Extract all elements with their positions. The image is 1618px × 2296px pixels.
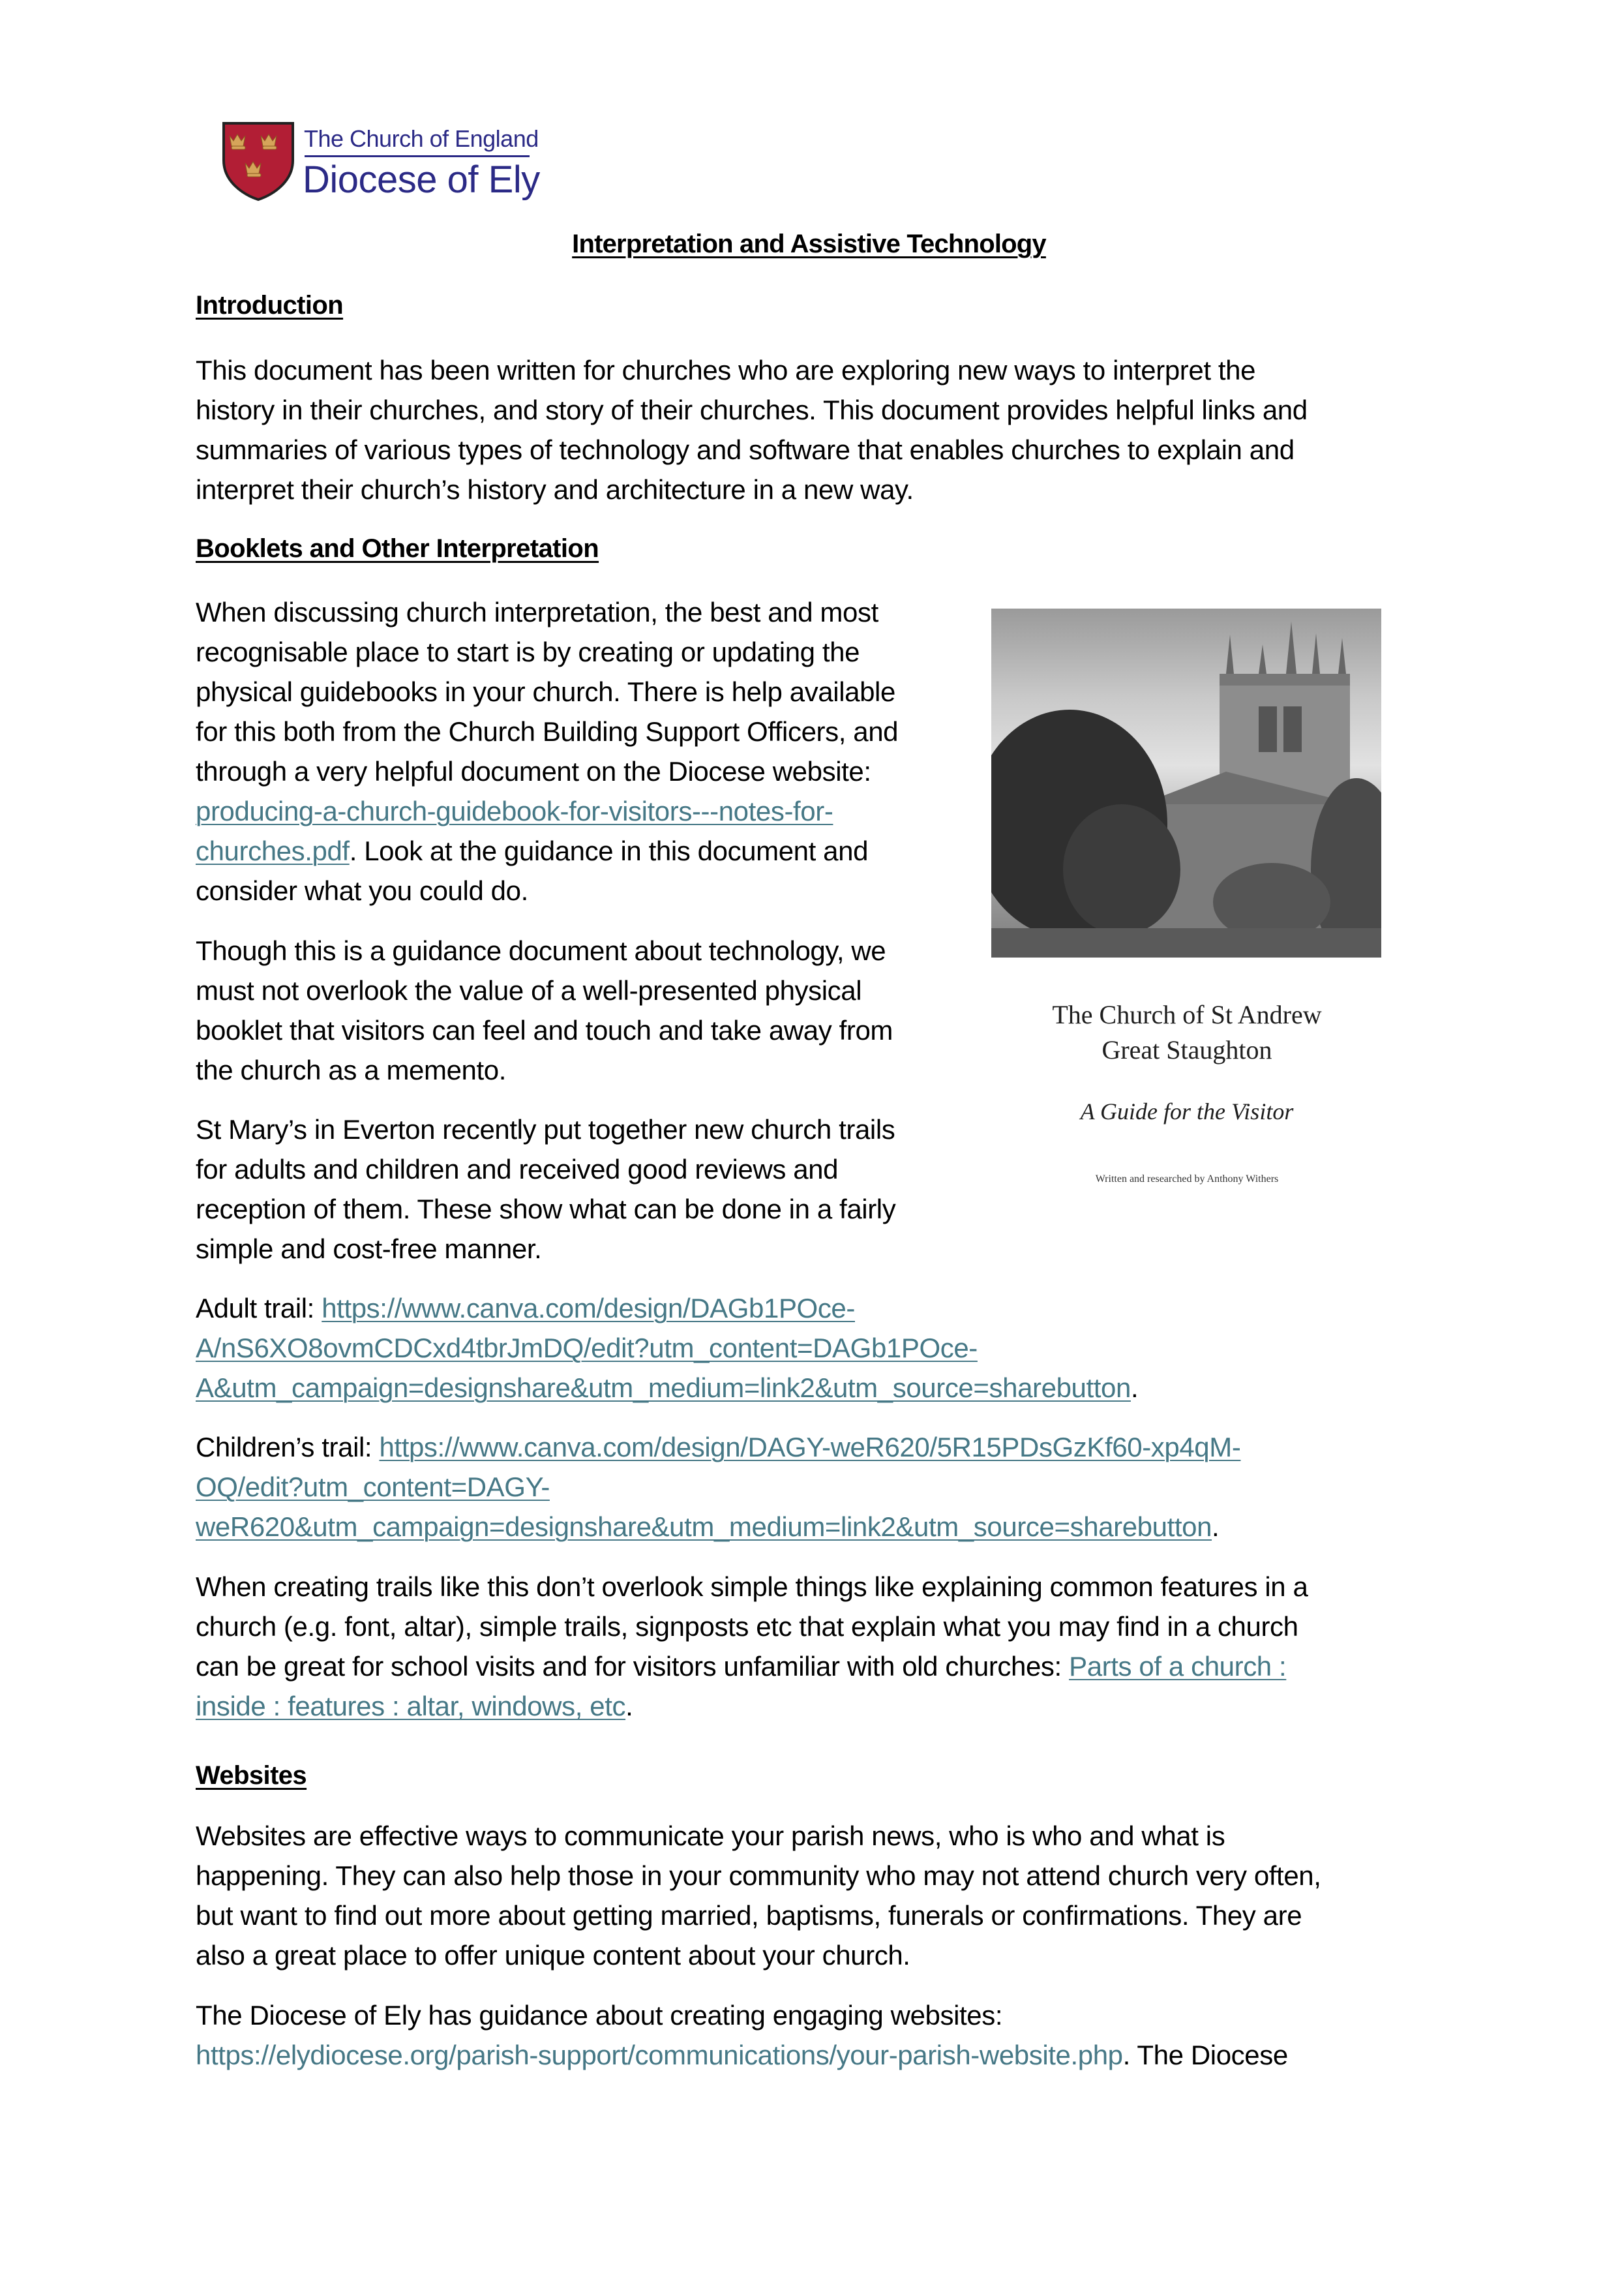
text-line: happening. They can also help those in your community who may not attend church very often, [196, 1860, 1321, 1891]
parts-of-church-link[interactable]: Parts of a church : [1069, 1651, 1287, 1682]
parish-website-guidance-link[interactable]: https://elydiocese.org/parish-support/communications/your-parish-website.php [196, 2040, 1123, 2070]
text-line: history in their churches, and story of their churches. This document provides helpful links and [196, 395, 1308, 425]
text-line: This document has been written for churches who are exploring new ways to interpret the [196, 355, 1256, 385]
text-line: consider what you could do. [196, 875, 528, 906]
children-trail-link-cont[interactable]: weR620&utm_campaign=designshare&utm_medium=link2&utm_source=sharebutton [196, 1511, 1212, 1542]
text-line: for this both from the Church Building Support Officers, and [196, 716, 899, 747]
adult-trail-paragraph [196, 1288, 1415, 1408]
heading-websites: Websites [196, 1761, 307, 1790]
text-line: The Diocese of Ely has guidance about creating engaging websites: [196, 2000, 1003, 2031]
cover-title [991, 997, 1383, 1068]
text-fragment: . [1212, 1511, 1220, 1542]
text-line: church (e.g. font, altar), simple trails, signposts etc that explain what you may find in a church [196, 1611, 1298, 1642]
shield-crest-icon [222, 121, 295, 201]
text-line: booklet that visitors can feel and touch and take away from [196, 1015, 893, 1046]
text-line: physical guidebooks in your church. There is help available [196, 676, 895, 707]
text-line: recognisable place to start is by creating or updating the [196, 637, 860, 667]
text-line: but want to find out more about getting married, baptisms, funerals or confirmations. They are [196, 1900, 1302, 1931]
text-fragment: can be great for school visits and for visitors unfamiliar with old churches: [196, 1651, 1070, 1682]
websites-paragraph-2 [196, 1995, 1415, 2075]
booklets-paragraph-3 [196, 1110, 965, 1269]
adult-trail-link[interactable]: https://www.canva.com/design/DAGb1POce- [322, 1293, 855, 1323]
text-line: through a very helpful document on the Diocese website: [196, 756, 871, 787]
cover-credit: Written and researched by Anthony Withers [1095, 1173, 1279, 1185]
diocese-logo [222, 121, 541, 202]
guidebook-cover-image [991, 609, 1383, 1202]
children-trail-label: Children’s trail: [196, 1432, 380, 1462]
parts-of-church-link-cont[interactable]: inside : features : altar, windows, etc [196, 1691, 626, 1721]
cover-subtitle: A Guide for the Visitor [1080, 1098, 1294, 1125]
text-line: reception of them. These show what can be done in a fairly [196, 1194, 896, 1224]
text-line: must not overlook the value of a well-presented physical [196, 975, 862, 1006]
church-photo [991, 609, 1381, 958]
heading-booklets: Booklets and Other Interpretation [196, 534, 599, 563]
cover-title-line: Great Staughton [1101, 1035, 1272, 1065]
adult-trail-link-cont[interactable]: A/nS6XO8ovmCDCxd4tbrJmDQ/edit?utm_content=DAGb1POce- [196, 1333, 978, 1363]
logo-divider [305, 155, 530, 157]
text-line: Websites are effective ways to communicate your parish news, who is who and what is [196, 1820, 1225, 1851]
document-title: Interpretation and Assistive Technology [572, 230, 1046, 258]
guidebook-pdf-link-cont[interactable]: churches.pdf [196, 836, 350, 866]
adult-trail-link-cont[interactable]: A&utm_campaign=designshare&utm_medium=link2&utm_source=sharebutton [196, 1372, 1131, 1403]
text-line: the church as a memento. [196, 1055, 506, 1085]
text-line: interpret their church’s history and architecture in a new way. [196, 474, 914, 505]
church-tower-illustration [991, 609, 1381, 958]
text-line: Though this is a guidance document about technology, we [196, 935, 886, 966]
children-trail-paragraph [196, 1427, 1415, 1547]
adult-trail-label: Adult trail: [196, 1293, 322, 1323]
text-line: When creating trails like this don’t overlook simple things like explaining common features in a [196, 1571, 1308, 1602]
children-trail-link-cont[interactable]: OQ/edit?utm_content=DAGY- [196, 1472, 550, 1502]
text-line: also a great place to offer unique content about your church. [196, 1940, 910, 1971]
text-line: St Mary’s in Everton recently put together new church trails [196, 1114, 895, 1145]
text-line: simple and cost-free manner. [196, 1233, 542, 1264]
text-fragment: . The Diocese [1122, 2040, 1288, 2070]
logo-church-of-england-text: The Church of England [304, 125, 539, 152]
text-fragment: . Look at the guidance in this document and [349, 836, 869, 866]
text-fragment: . [625, 1691, 633, 1721]
guidebook-pdf-link[interactable]: producing-a-church-guidebook-for-visitors---notes-for- [196, 796, 833, 826]
websites-paragraph-1 [196, 1816, 1415, 1975]
cover-title-line: The Church of St Andrew [1052, 1000, 1322, 1029]
intro-paragraph [196, 350, 1415, 509]
text-line: for adults and children and received good reviews and [196, 1154, 839, 1185]
text-line: When discussing church interpretation, the best and most [196, 597, 878, 627]
booklets-paragraph-1 [196, 592, 965, 911]
booklets-paragraph-2 [196, 931, 965, 1090]
children-trail-link[interactable]: https://www.canva.com/design/DAGY-weR620/5R15PDsGzKf60-xp4qM- [379, 1432, 1241, 1462]
trails-features-paragraph [196, 1567, 1415, 1726]
text-line: summaries of various types of technology and software that enables churches to explain and [196, 434, 1295, 465]
text-fragment: . [1130, 1372, 1139, 1403]
logo-diocese-text: Diocese of Ely [303, 159, 540, 201]
heading-introduction: Introduction [196, 291, 344, 320]
